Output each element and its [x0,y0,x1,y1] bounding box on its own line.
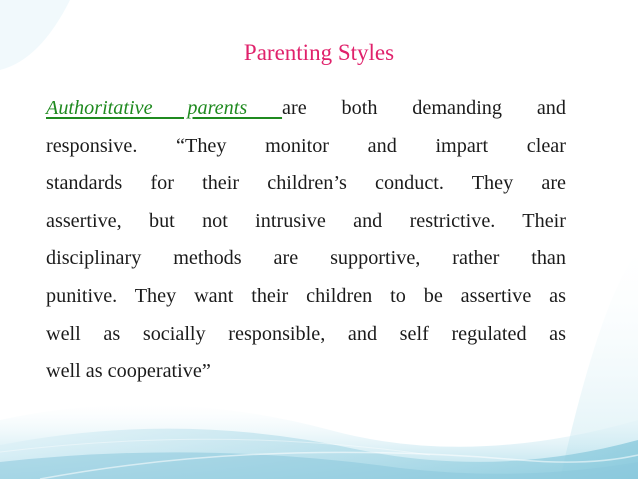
paragraph-line-5: disciplinary methods are supportive, rather than [46,247,566,270]
paragraph-line-8: well as cooperative” [46,360,211,383]
paragraph-line-2: responsive. “They monitor and impart clear [46,134,566,157]
paragraph-line-7: well as socially responsible, and self regulated as [46,322,566,345]
slide-title [0,38,638,68]
paragraph-line-4: assertive, but not intrusive and restrictive. Their [46,209,566,232]
slide-title-text: Parenting Styles [243,40,395,65]
body-paragraph [46,90,566,391]
paragraph-line-6: punitive. They want their children to be assertive as [46,284,566,307]
paragraph-line-3: standards for their children’s conduct. They are [46,172,566,195]
highlighted-term: Authoritative parents [46,97,283,119]
paragraph-line-text: are both demanding and [282,97,566,119]
paragraph-line-1 [46,90,566,128]
